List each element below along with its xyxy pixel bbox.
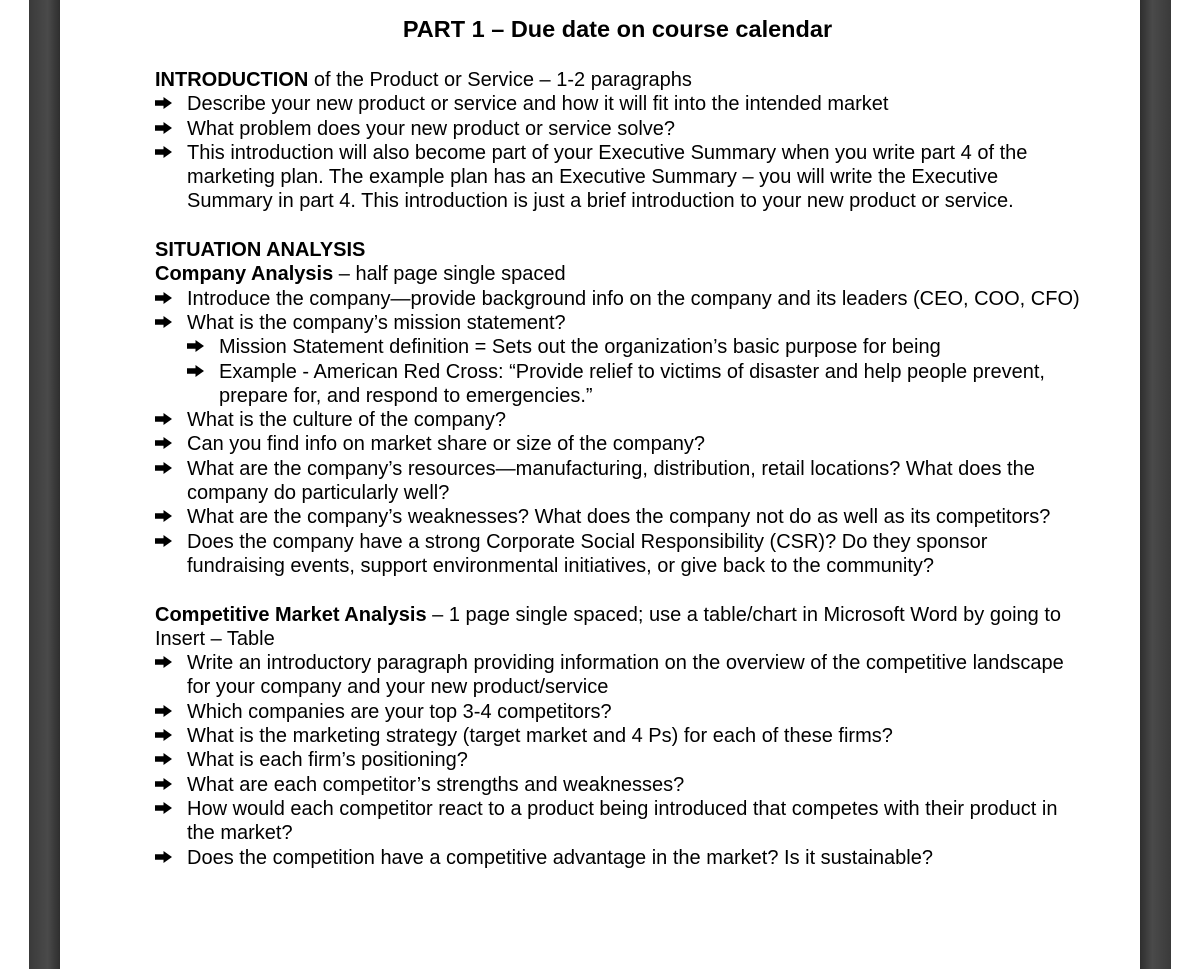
arrow-bullet-icon — [155, 505, 173, 522]
list-item-text: This introduction will also become part of your Executive Summary when you write part 4 of the marketing plan. The example plan has an Executive Summary – you will write the Executive Summary in part 4. This introduction is just a brief introduction to your new product or service. — [187, 141, 1028, 213]
list-item-text: Mission Statement definition = Sets out the organization’s basic purpose for being — [219, 336, 941, 359]
list-item — [155, 700, 1085, 724]
spacer — [155, 214, 1085, 238]
arrow-shape — [155, 535, 172, 547]
competitive-bullet-list — [155, 651, 1085, 870]
list-item — [155, 287, 1085, 311]
intro-heading-rest: of the Product or Service – 1-2 paragraphs — [308, 69, 692, 91]
arrow-bullet-icon — [155, 311, 173, 328]
list-item — [155, 773, 1085, 797]
arrow-shape — [155, 462, 172, 474]
arrow-shape — [155, 437, 172, 449]
list-item-text: What is the company’s mission statement? — [187, 311, 566, 334]
list-item-text: What is the culture of the company? — [187, 409, 507, 432]
list-item — [187, 335, 1085, 359]
company-analysis-heading-bold: Company Analysis — [155, 263, 334, 286]
list-item — [155, 141, 1085, 214]
company-bullet-list — [155, 287, 1085, 336]
arrow-bullet-icon — [155, 748, 173, 765]
arrow-shape — [187, 340, 204, 352]
competitive-analysis-heading-bold: Competitive Market Analysis — [155, 603, 427, 626]
page-content — [155, 14, 1085, 870]
situation-heading: SITUATION ANALYSIS — [155, 239, 366, 262]
list-item-text: Write an introductory paragraph providing information on the overview of the competitive landscape for your company and your new product/service — [187, 652, 1064, 699]
arrow-shape — [155, 656, 172, 668]
list-item-text: How would each competitor react to a product being introduced that competes with their product in the market? — [187, 797, 1058, 845]
arrow-shape — [155, 97, 172, 109]
arrow-shape — [155, 292, 172, 304]
list-item — [155, 408, 1085, 432]
list-item-text: What are the company’s resources—manufacturing, distribution, retail locations? What does the company do particularly well? — [187, 457, 1035, 505]
arrow-bullet-icon — [155, 92, 173, 109]
list-item — [155, 457, 1085, 506]
intro-bullet-list — [155, 92, 1085, 213]
arrow-shape — [155, 146, 172, 158]
page-frame-left — [29, 0, 60, 969]
page-title: PART 1 – Due date on course calendar — [402, 16, 833, 42]
list-item — [155, 651, 1085, 700]
arrow-bullet-icon — [155, 846, 173, 863]
list-item — [155, 505, 1085, 529]
list-item — [155, 92, 1085, 116]
arrow-bullet-icon — [155, 408, 173, 425]
arrow-shape — [155, 729, 172, 741]
arrow-shape — [155, 802, 172, 814]
competitive-analysis-heading-rest: – 1 page single spaced; use a table/chart in Microsoft Word by going to Insert – Table — [155, 603, 1062, 650]
list-item-text: What are the company’s weaknesses? What does the company not do as well as its competitors? — [187, 506, 1051, 529]
list-item — [187, 360, 1085, 409]
list-item-text: Which companies are your top 3-4 competitors? — [187, 700, 612, 723]
arrow-bullet-icon — [155, 287, 173, 304]
intro-heading — [155, 68, 1085, 92]
arrow-bullet-icon — [155, 773, 173, 790]
arrow-bullet-icon — [155, 117, 173, 134]
list-item-text: Describe your new product or service and how it will fit into the intended market — [187, 93, 889, 116]
arrow-shape — [155, 705, 172, 717]
list-item-text: What is the marketing strategy (target market and 4 Ps) for each of these firms? — [187, 725, 893, 748]
arrow-bullet-icon — [155, 651, 173, 668]
arrow-bullet-icon — [187, 360, 205, 377]
list-item-text: What are each competitor’s strengths and weaknesses? — [187, 773, 685, 796]
list-item — [155, 117, 1085, 141]
arrow-shape — [155, 753, 172, 765]
company-bullet-list-continued — [155, 408, 1085, 578]
arrow-shape — [155, 316, 172, 328]
list-item-text: Does the competition have a competitive advantage in the market? Is it sustainable? — [187, 846, 933, 869]
arrow-shape — [155, 851, 172, 863]
intro-heading-bold: INTRODUCTION — [155, 69, 309, 91]
arrow-shape — [187, 365, 204, 377]
competitive-analysis-heading — [155, 603, 1085, 652]
mission-sub-list — [187, 335, 1085, 408]
arrow-bullet-icon — [155, 700, 173, 717]
document-page — [60, 0, 1140, 969]
list-item — [155, 797, 1085, 846]
list-item — [155, 311, 1085, 335]
arrow-bullet-icon — [155, 530, 173, 547]
arrow-bullet-icon — [187, 335, 205, 352]
list-item-text: Does the company have a strong Corporate Social Responsibility (CSR)? Do they sponsor fundraising events, support environmental initiatives, or give back to the community? — [187, 530, 988, 577]
arrow-bullet-icon — [155, 141, 173, 158]
list-item — [155, 846, 1085, 870]
arrow-shape — [155, 122, 172, 134]
list-item — [155, 432, 1085, 456]
arrow-bullet-icon — [155, 724, 173, 741]
list-item-text: Example - American Red Cross: “Provide relief to victims of disaster and help people prevent, prepare for, and respond to emergencies.” — [219, 360, 1045, 407]
company-analysis-heading — [155, 262, 1085, 286]
list-item — [155, 748, 1085, 772]
arrow-bullet-icon — [155, 432, 173, 449]
list-item — [155, 724, 1085, 748]
list-item-text: Introduce the company—provide background info on the company and its leaders (CEO, COO, CFO) — [187, 287, 1080, 310]
arrow-bullet-icon — [155, 797, 173, 814]
list-item — [155, 530, 1085, 579]
spacer — [155, 578, 1085, 602]
list-item-text: Can you find info on market share or size of the company? — [187, 433, 706, 456]
company-analysis-heading-rest: – half page single spaced — [333, 263, 566, 286]
arrow-shape — [155, 413, 172, 425]
list-item-text: What problem does your new product or service solve? — [187, 117, 676, 140]
arrow-shape — [155, 778, 172, 790]
page-frame-right — [1140, 0, 1171, 969]
list-item-text: What is each firm’s positioning? — [187, 749, 468, 772]
arrow-shape — [155, 510, 172, 522]
arrow-bullet-icon — [155, 457, 173, 474]
